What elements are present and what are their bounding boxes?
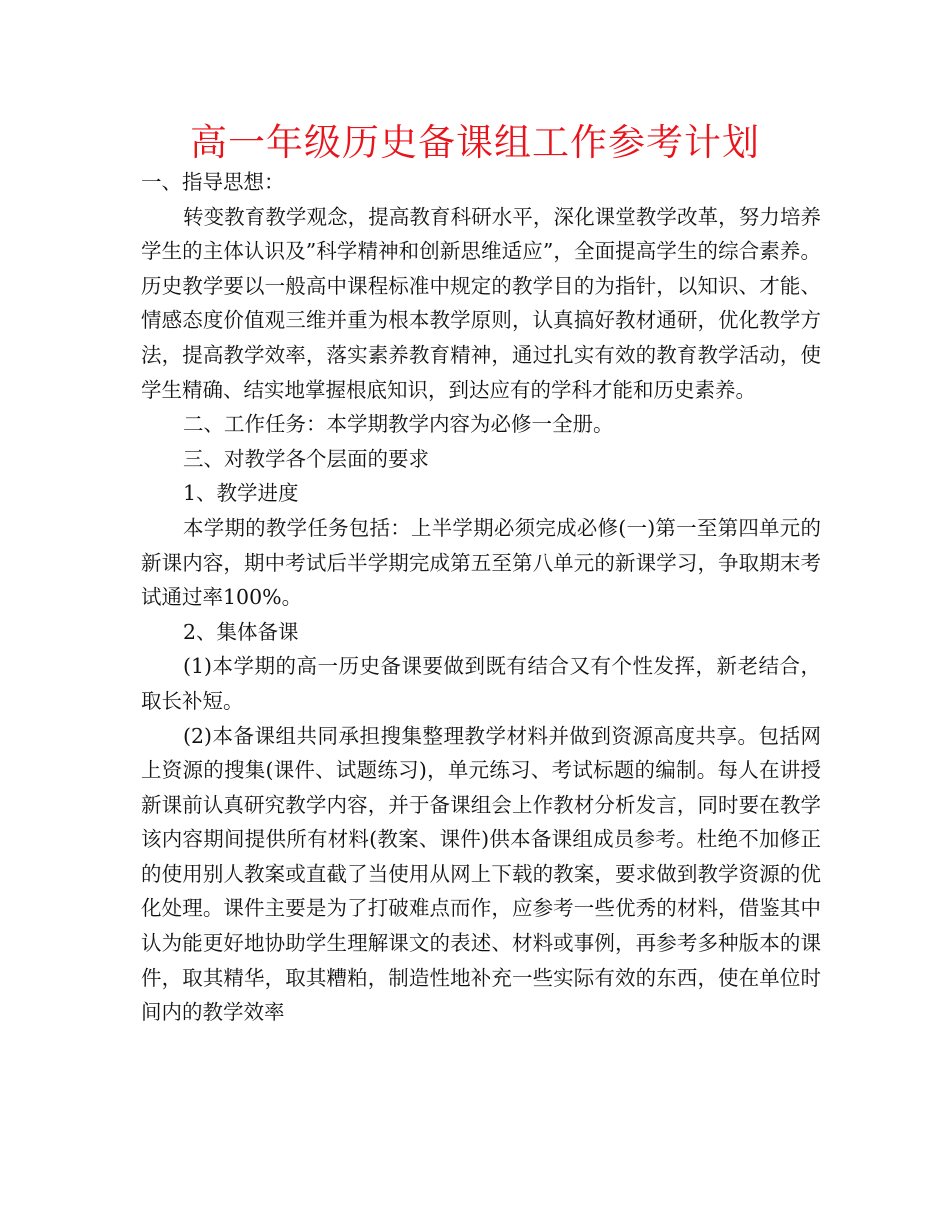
document-title: 高一年级历史备课组工作参考计划 (190, 121, 760, 164)
paragraph-guiding-ideology: 转变教育教学观念，提高教育科研水平，深化课堂教学改革，努力培养学生的主体认识及”科学精神和创新思维适应”，全面提高学生的综合素养。历史教学要以一般高中课程标准中规定的教学目的为指针，以知识、才能、情感态度价值观三维并重为根本教学原则，认真搞好教材通研，优化教学方法，提高教学效率，落实素养教育精神，通过扎实有效的教育教学活动，使学生精确、结实地掌握根底知识，到达应有的学科才能和历史素养。 (141, 204, 821, 402)
paragraph-collective-preparation-heading: 2、集体备课 (183, 619, 299, 644)
paragraph-teaching-progress-heading: 1、教学进度 (183, 481, 299, 506)
paragraph-guiding-ideology-heading: 一、指导思想： (141, 170, 285, 194)
paragraph-work-tasks: 二、工作任务：本学期教学内容为必修一全册。 (183, 412, 614, 437)
document-body (141, 165, 821, 1030)
paragraph-preparation-item-2: (2)本备课组共同承担搜集整理教学材料并做到资源高度共享。包括网上资源的搜集(课件、试题练习)，单元练习、考试标题的编制。每人在讲授新课前认真研究教学内容，并于备课组会上作教材分析发言，同时要在教学该内容期间提供所有材料(教案、课件)供本备课组成员参考。杜绝不加修正的使用别人教案或直截了当使用从网上下载的教案，要求做到教学资源的优化处理。课件主要是为了打破难点而作，应参考一些优秀的材料，借鉴其中认为能更好地协助学生理解课文的表述、材料或事例，再参考多种版本的课件，取其精华，取其糟粕，制造性地补充一些实际有效的东西，使在单位时间内的教学效率 (141, 723, 821, 1025)
paragraph-teaching-progress: 本学期的教学任务包括：上半学期必须完成必修(一)第一至第四单元的新课内容，期中考试后半学期完成第五至第八单元的新课学习，争取期末考试通过率100%。 (141, 515, 821, 610)
paragraph-requirements-heading: 三、对教学各个层面的要求 (183, 446, 429, 471)
paragraph-preparation-item-1: (1)本学期的高一历史备课要做到既有结合又有个性发挥，新老结合，取长补短。 (141, 654, 821, 713)
